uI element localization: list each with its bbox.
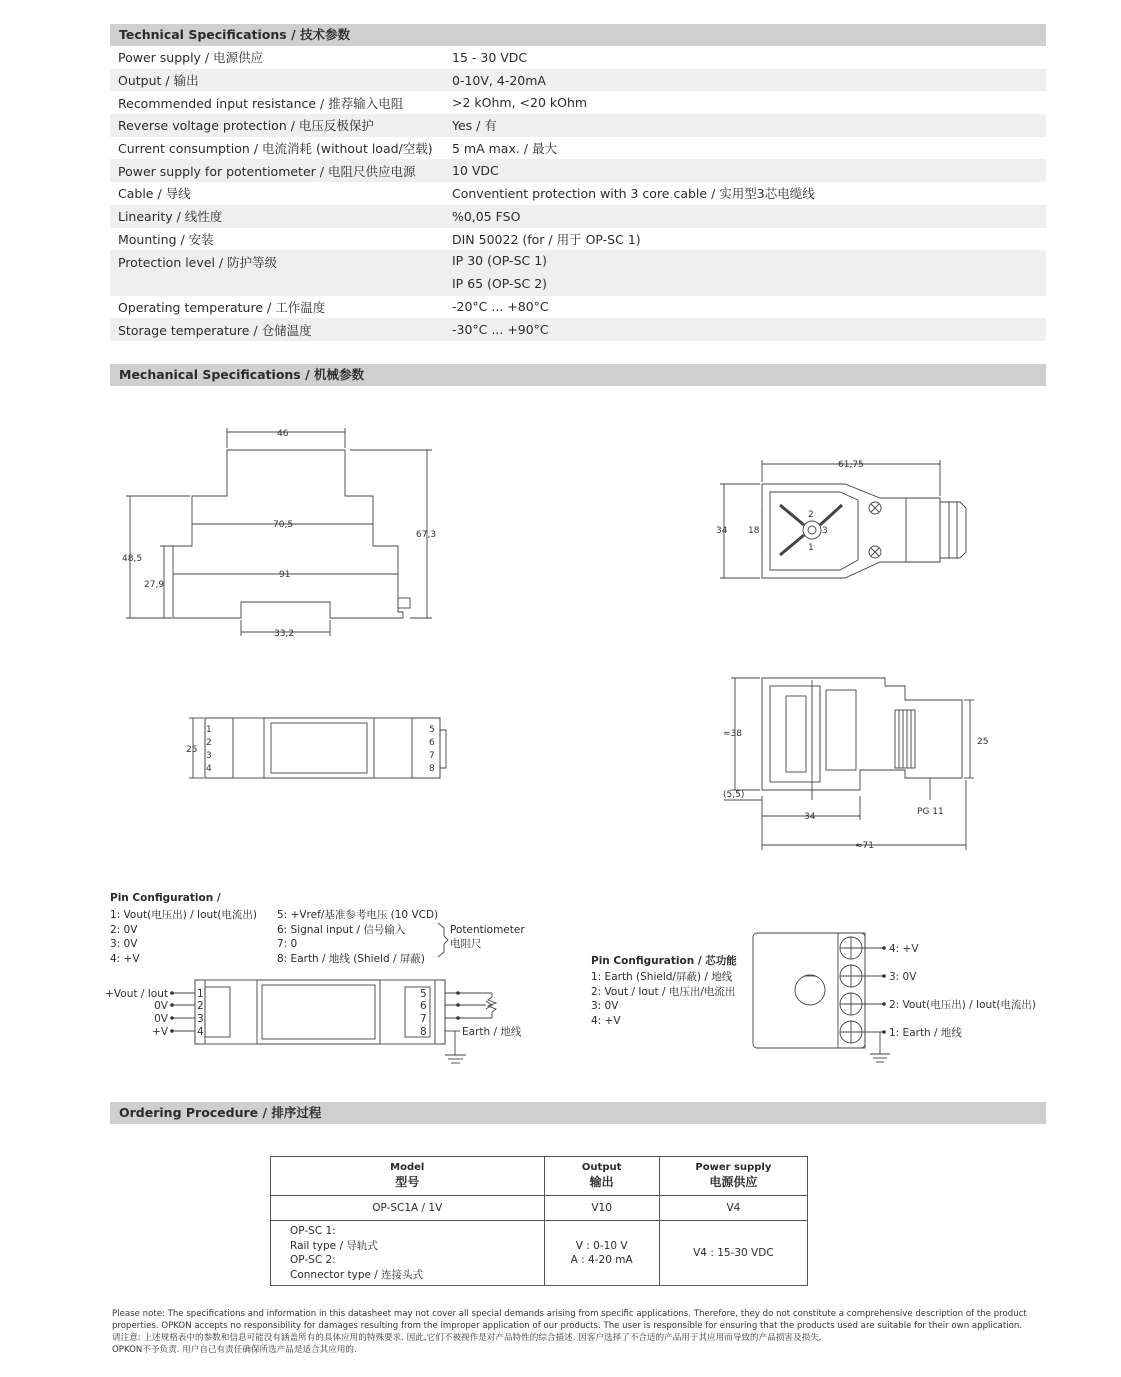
pin-line: 3: 0V — [110, 938, 138, 950]
conn-pin-1: 1 — [808, 543, 814, 553]
dim-34-side: 34 — [804, 812, 816, 822]
table-row — [110, 137, 1046, 160]
cell-line: OP-SC 1: — [290, 1225, 336, 1237]
pin-number: 8 — [420, 1026, 427, 1038]
pin-label: 1 — [206, 725, 212, 735]
header-en: Model — [390, 1162, 425, 1173]
spec-key: Linearity / 线性度 — [110, 205, 444, 228]
header-cn: 型号 — [395, 1175, 420, 1189]
spec-key: Mounting / 安装 — [118, 231, 214, 247]
pin-line: 2: 0V — [110, 923, 138, 936]
spec-value: 5 mA max. / 最大 — [452, 141, 557, 157]
pin-label: 6 — [429, 738, 435, 748]
pin-label: 3 — [206, 751, 212, 761]
spec-value: >2 kOhm, <20 kOhm — [452, 95, 588, 111]
table-cell — [544, 1221, 659, 1286]
mechanical-drawings — [0, 390, 1121, 880]
dim-25: 25 — [186, 745, 198, 755]
spec-value: 15 - 30 VDC — [452, 49, 528, 65]
spec-value: Conventient protection with 3 core cable / 实用型3芯电缆线 — [452, 186, 815, 202]
spec-value: 0-10V, 4-20mA — [444, 69, 1046, 92]
table-row — [110, 228, 1046, 251]
pot-label-en: Potentiometer — [450, 924, 525, 936]
table-row — [271, 1196, 808, 1221]
table-cell: V4 : 15-30 VDC — [659, 1221, 807, 1286]
pin-label: 7 — [429, 751, 435, 761]
pin-config2-list — [591, 970, 735, 1028]
module-top-outline — [205, 718, 440, 778]
note-line: properties. OPKON accepts no responsibility for damages resulting from the improper application of our products. The user is responsible for ensuring that the products used are suitable for their own application. — [112, 1321, 1023, 1331]
table-row — [110, 250, 1046, 295]
spec-value: DIN 50022 (for / 用于 OP-SC 1) — [452, 231, 641, 247]
pin-number: 1 — [197, 988, 204, 1000]
header-cn: 电源供应 — [709, 1175, 758, 1189]
pin-number: 5 — [420, 988, 427, 1000]
spec-value-line: IP 65 (OP-SC 2) — [452, 275, 548, 291]
table-cell: V10 — [544, 1196, 659, 1221]
dim-46: 46 — [277, 429, 289, 439]
pg11-label: PG 11 — [917, 807, 944, 817]
conn-wire-label: 1: Earth / 地线 — [889, 1027, 962, 1039]
spec-key: Protection level / 防护等级 — [110, 250, 444, 295]
spec-key: Current consumption / 电流消耗 (without load/空载) — [118, 141, 433, 157]
dim-34: 34 — [716, 526, 728, 536]
pin-line: 4: +V — [110, 952, 140, 965]
mech-spec-header: Mechanical Specifications / 机械参数 — [110, 364, 1046, 386]
dim-70-5: 70,5 — [273, 520, 294, 530]
table-row — [110, 318, 1046, 341]
cell-line: Rail type / 导轨式 — [290, 1239, 378, 1252]
pin-number: 7 — [420, 1013, 427, 1025]
spec-key: Storage temperature / 仓储温度 — [110, 318, 444, 341]
earth-label: Earth / 地线 — [462, 1026, 522, 1038]
header-en: Output — [581, 1162, 622, 1173]
dim-38: ≈38 — [723, 729, 742, 739]
pin-number: 2 — [197, 1000, 204, 1012]
wire-label: +V — [152, 1026, 168, 1038]
pin-config2-title: Pin Configuration / 芯功能 — [591, 955, 737, 967]
pin-line: 6: Signal input / 信号输入 — [277, 923, 406, 936]
spec-key: Reverse voltage protection / 电压反极保护 — [110, 114, 444, 137]
table-row — [110, 296, 1046, 319]
spec-key: Operating temperature / 工作温度 — [118, 299, 326, 315]
spec-value: -20°C ... +80°C — [452, 299, 549, 315]
pin-config-title: Pin Configuration / — [110, 892, 221, 904]
conn-wire-label: 4: +V — [889, 943, 919, 955]
dim-25-side: 25 — [977, 737, 989, 747]
table-cell — [271, 1221, 545, 1286]
note-line: OPKON不予负责. 用户自己有责任确保所选产品是适合其应用的. — [112, 1345, 357, 1355]
col-model — [271, 1157, 545, 1196]
table-row — [271, 1157, 808, 1196]
tech-spec-table — [110, 46, 1046, 341]
connector-side-outline — [762, 678, 962, 790]
disclaimer-note — [112, 1308, 1052, 1356]
dim-18: 18 — [748, 526, 760, 536]
spec-key: Output / 输出 — [110, 69, 444, 92]
connector-pin-diagram — [740, 925, 1060, 1070]
housing-front-outline — [173, 450, 403, 618]
cell-line: Connector type / 连接头式 — [290, 1268, 424, 1281]
conn-wire-label: 2: Vout(电压出) / Iout(电流出) — [889, 999, 1037, 1011]
col-power — [659, 1157, 807, 1196]
spec-value-line: IP 30 (OP-SC 1) — [452, 253, 548, 269]
pin-number: 6 — [420, 1000, 427, 1012]
wire-label: +Vout / Iout — [105, 988, 168, 1000]
header-cn: 输出 — [589, 1175, 614, 1189]
pin-wiring-diagram — [0, 920, 560, 1070]
dim-61-75: 61,75 — [838, 460, 864, 470]
table-row — [110, 69, 1046, 92]
pin-number: 4 — [197, 1026, 204, 1038]
wire-label: 0V — [154, 1013, 168, 1025]
spec-key: Cable / 导线 — [118, 186, 191, 202]
pin-line: 8: Earth / 地线 (Shield / 屏蔽) — [277, 952, 425, 965]
table-row — [110, 114, 1046, 137]
spec-key: Power supply / 电源供应 — [118, 50, 264, 66]
dim-33-2: 33,2 — [274, 629, 295, 639]
spec-value: -30°C ... +90°C — [444, 318, 1046, 341]
header-en: Power supply — [695, 1162, 772, 1173]
cell-line: OP-SC 2: — [290, 1254, 336, 1266]
table-cell: OP-SC1A / 1V — [271, 1196, 545, 1221]
spec-value: Yes / 有 — [444, 114, 1046, 137]
spec-value: %0,05 FSO — [444, 205, 1046, 228]
ordering-header: Ordering Procedure / 排序过程 — [110, 1102, 1046, 1124]
pin-number: 3 — [197, 1013, 204, 1025]
pin-line: 7: 0 — [277, 938, 298, 950]
spec-value: 10 VDC — [444, 159, 1046, 182]
pin-line: 3: 0V — [591, 1000, 619, 1012]
housing-clip — [398, 598, 410, 608]
cell-line: A : 4-20 mA — [570, 1254, 633, 1266]
pin-line: 5: +Vref/基准参考电压 (10 VCD) — [277, 909, 439, 921]
pin-line: 4: +V — [591, 1014, 621, 1027]
note-line: 请注意: 上述规格表中的参数和信息可能没有涵盖所有的具体应用的特殊要求. 因此,它们不被视作是对产品特性的综合描述. 因客户选择了不合适的产品用于其应用而导致的产品损害及损失, — [112, 1333, 822, 1343]
pin-label: 5 — [429, 725, 435, 735]
table-row — [110, 159, 1046, 182]
table-row — [110, 46, 1046, 69]
pin-label: 4 — [206, 764, 212, 774]
pin-label: 2 — [206, 738, 212, 748]
dim-27-9: 27,9 — [144, 580, 165, 590]
wire-label: 0V — [154, 1000, 168, 1012]
tech-spec-header: Technical Specifications / 技术参数 — [110, 24, 1046, 46]
spec-key: Recommended input resistance / 推荐输入电阻 — [118, 95, 404, 111]
ordering-table — [270, 1156, 808, 1286]
table-row — [110, 182, 1046, 205]
pin-line: 2: Vout / Iout / 电压出/电流出 — [591, 985, 736, 998]
dim-91: 91 — [279, 570, 291, 580]
table-row — [110, 205, 1046, 228]
cell-line: V : 0-10 V — [575, 1240, 628, 1252]
conn-pin-3: 3 — [822, 526, 828, 536]
dim-48-5: 48,5 — [122, 554, 143, 564]
spec-key: Power supply for potentiometer / 电阻尺供应电源 — [110, 159, 444, 182]
dim-67-3: 67,3 — [416, 530, 437, 540]
conn-pin-2: 2 — [808, 510, 814, 520]
table-cell: V4 — [659, 1196, 807, 1221]
table-row — [271, 1221, 808, 1286]
spec-value — [444, 250, 1046, 295]
note-line: Please note: The specifications and information in this datasheet may not cover all special demands arising from specific applications. Therefore, they do not constitute a comprehensive description of the product — [112, 1309, 1027, 1319]
dim-5-5: (5,5) — [723, 790, 745, 800]
table-row — [110, 91, 1046, 114]
pot-label-cn: 电阻尺 — [450, 938, 482, 950]
pin-label: 8 — [429, 764, 435, 774]
pin-line: 1: Vout(电压出) / Iout(电流出) — [110, 909, 258, 921]
col-output — [544, 1157, 659, 1196]
pin-line: 1: Earth (Shield/屏蔽) / 地线 — [591, 971, 733, 983]
conn-wire-label: 3: 0V — [889, 971, 917, 983]
dim-71: ≈71 — [855, 841, 874, 851]
